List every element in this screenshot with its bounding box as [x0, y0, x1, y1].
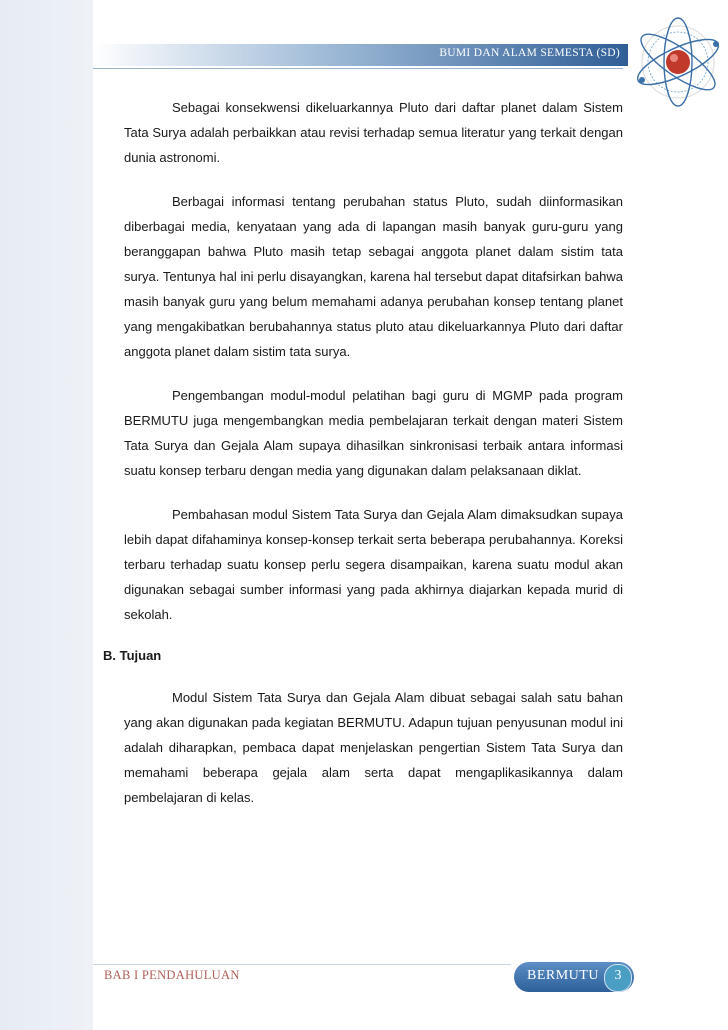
atom-logo-icon: [628, 14, 726, 110]
page-number: 3: [614, 968, 622, 983]
body-text: [124, 95, 623, 646]
section-heading: B. Tujuan: [103, 648, 162, 663]
footer-brand: BERMUTU: [527, 968, 599, 983]
left-margin-band: [0, 0, 93, 1030]
footer-chapter: BAB I PENDAHULUAN: [104, 968, 240, 982]
section-paragraph: Modul Sistem Tata Surya dan Gejala Alam dibuat sebagai salah satu bahan yang akan digunakan pada kegiatan BERMUTU. Adapun tujuan penyusunan modul ini adalah diharapkan, pembaca dapat menjelaskan pengertian Sistem Tata Surya dan memahami beberapa gejala alam serta dapat mengaplikasikannya dalam pembelajaran di kelas.: [124, 690, 623, 805]
paragraph-2: Berbagai informasi tentang perubahan status Pluto, sudah diinformasikan diberbagai media, kenyataan yang ada di lapangan masih banyak guru-guru yang beranggapan bahwa Pluto masih tetap sebagai anggota planet dalam sistim tata surya. Tentunya hal ini perlu disayangkan, karena hal tersebut dapat ditafsirkan bahwa masih banyak guru yang belum memahami adanya perubahan konsep tentang planet yang mengakibatkan berubahannya status pluto atau dikeluarkannya Pluto dari daftar anggota planet dalam sistim tata surya.: [124, 194, 623, 359]
paragraph-1: Sebagai konsekwensi dikeluarkannya Pluto dari daftar planet dalam Sistem Tata Surya adalah perbaikkan atau revisi terhadap semua literatur yang terkait dengan dunia astronomi.: [124, 100, 623, 165]
header-divider: [93, 68, 623, 69]
header-title: BUMI DAN ALAM SEMESTA (SD): [439, 47, 620, 59]
paragraph-3: Pengembangan modul-modul pelatihan bagi guru di MGMP pada program BERMUTU juga mengembangkan media pembelajaran terkait dengan materi Sistem Tata Surya dan Gejala Alam supaya dihasilkan sinkronisasi terbaik antara informasi suatu konsep terbaru dengan media yang digunakan dalam pelaksanaan diklat.: [124, 388, 623, 478]
section-body: [124, 685, 623, 829]
paragraph-4: Pembahasan modul Sistem Tata Surya dan Gejala Alam dimaksudkan supaya lebih dapat difahaminya konsep-konsep terkait serta beberapa perubahannya. Koreksi terbaru terhadap suatu konsep perlu segera disampaikan, karena suatu modul akan digunakan sebagai sumber informasi yang pada akhirnya diajarkan kepada murid di sekolah.: [124, 507, 623, 622]
footer-divider: [93, 964, 511, 965]
